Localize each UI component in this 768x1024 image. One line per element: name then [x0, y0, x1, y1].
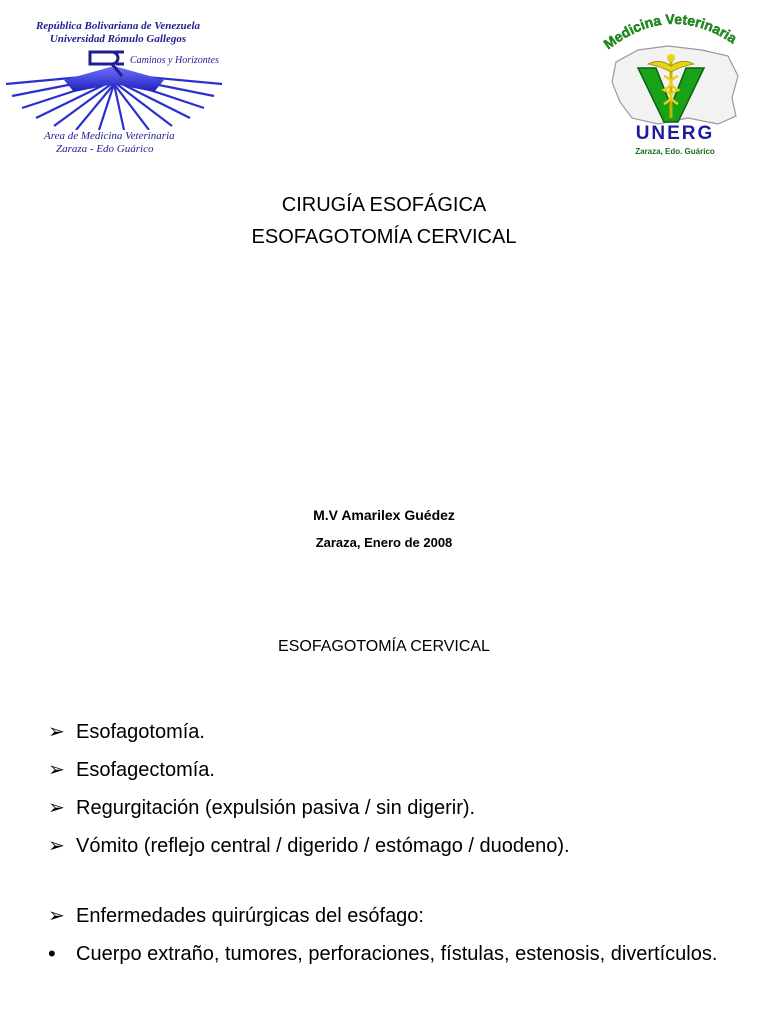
logo-left-location: Zaraza - Edo Guárico	[56, 143, 154, 155]
arrow-bullet-icon: ➢	[48, 835, 65, 857]
list-item	[48, 713, 724, 751]
list-item	[48, 827, 724, 865]
list-heading-text: Enfermedades quirúrgicas del esófago:	[76, 905, 424, 927]
arrow-bullet-icon: ➢	[48, 905, 65, 927]
emblem-arc-text: Medicina Veterinaria	[600, 10, 740, 53]
emblem-location: Zaraza, Edo. Guárico	[635, 147, 715, 156]
list-item	[48, 935, 724, 973]
list-item	[48, 897, 724, 935]
slide-title-line2: ESOFAGOTOMÍA CERVICAL	[251, 226, 517, 248]
arrow-bullet-icon: ➢	[48, 797, 65, 819]
place-date: Zaraza, Enero de 2008	[315, 535, 453, 550]
slide-title-line1: CIRUGÍA ESOFÁGICA	[281, 194, 487, 216]
logo-left-line1: República Bolivariana de Venezuela	[35, 20, 201, 32]
list-item-text: Esofagotomía.	[76, 721, 205, 743]
list-item	[48, 751, 724, 789]
bullet-list-topics	[48, 713, 724, 865]
list-item-text: Esofagectomía.	[76, 759, 215, 781]
author-name: M.V Amarilex Guédez	[313, 507, 455, 523]
list-item-text: Cuerpo extraño, tumores, perforaciones, fístulas, estenosis, divertículos.	[76, 943, 718, 965]
dot-bullet-icon: •	[48, 941, 56, 966]
arrow-bullet-icon: ➢	[48, 759, 65, 781]
emblem-acronym: UNERG	[635, 123, 715, 144]
section-title: ESOFAGOTOMÍA CERVICAL	[278, 638, 490, 655]
logo-left-line2: Universidad Rómulo Gallegos	[49, 33, 187, 45]
list-item	[48, 789, 724, 827]
logo-left-motto: Caminos y Horizontes	[130, 55, 219, 66]
list-item-text: Vómito (reflejo central / digerido / estómago / duodeno).	[76, 835, 570, 857]
bullet-list-diseases	[48, 897, 724, 973]
list-item-text: Regurgitación (expulsión pasiva / sin digerir).	[76, 797, 476, 819]
arrow-bullet-icon: ➢	[48, 721, 65, 743]
logo-left-area: Area de Medicina Veterinaria	[44, 130, 175, 142]
